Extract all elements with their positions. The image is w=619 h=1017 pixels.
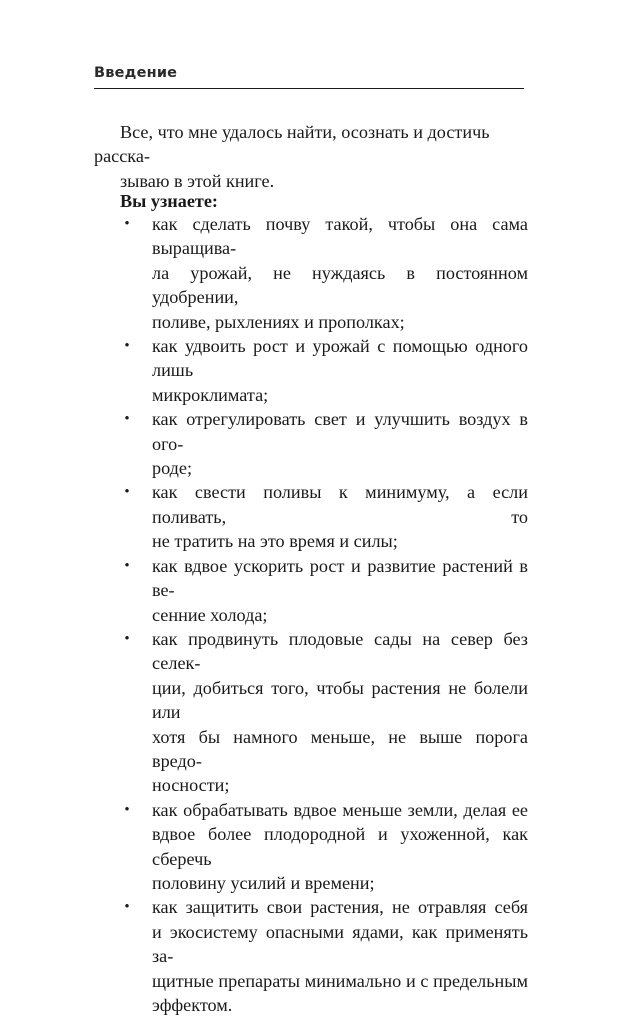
list-item	[94, 334, 528, 407]
intro-line: Все, что мне удалось найти, осознать и достичь расска-	[94, 122, 490, 167]
list-item	[94, 480, 528, 553]
list-item	[94, 627, 528, 798]
list-item-line: как свести поливы к минимуму, а если поливать, то	[152, 482, 528, 527]
list-item-line: хотя бы намного меньше, не выше порога вредо-	[152, 726, 528, 771]
list-item-line: вдвое более плодородной и ухоженной, как сберечь	[152, 824, 528, 869]
bullet-marker: •	[124, 801, 130, 818]
list-item-line: как удвоить рост и урожай с помощью одного лишь	[152, 336, 528, 381]
list-item	[94, 554, 528, 627]
list-item-line: ции, добиться того, чтобы растения не болели или	[152, 677, 528, 723]
bullet-marker: •	[124, 899, 130, 916]
list-item-line: щитные препараты минимально и с предельным	[152, 970, 528, 991]
running-head: Введение	[94, 62, 524, 89]
list-item	[94, 798, 528, 896]
bullet-marker: •	[124, 216, 130, 232]
list-item-line: как отрегулировать свет и улучшить воздух в ого-	[152, 409, 528, 454]
bullet-marker: •	[124, 630, 130, 647]
list-item	[94, 895, 528, 1017]
list-item-line: как продвинуть плодовые сады на север без селек-	[152, 628, 528, 674]
list-item-line: сенние холода;	[152, 604, 268, 625]
list-item-line: как сделать почву такой, чтобы она сама выращива-	[152, 214, 528, 259]
bullet-marker: •	[124, 338, 130, 355]
bullet-marker: •	[124, 557, 130, 574]
list-item-line: роде;	[152, 458, 193, 479]
list-item-line: как защитить свои растения, не отравляя себя	[152, 897, 528, 918]
list-item-line: микроклимата;	[152, 384, 269, 405]
list-item-line: половину усилий и времени;	[152, 872, 375, 893]
list-item	[94, 212, 528, 334]
subheading: Вы узнаете:	[120, 191, 218, 211]
list-item-line: не тратить на это время и силы;	[152, 531, 398, 552]
intro-line: зываю в этой книге.	[120, 170, 275, 191]
list-item-line: ла урожай, не нуждаясь в постоянном удобрении,	[152, 262, 528, 308]
list-item-line: как вдвое ускорить рост и развитие растений в ве-	[152, 555, 528, 601]
list-item-line: поливе, рыхлениях и прополках;	[152, 311, 405, 332]
list-item-line: эффектом.	[152, 995, 233, 1015]
bullet-list	[94, 212, 528, 1017]
list-item	[94, 407, 528, 480]
bullet-marker: •	[124, 484, 130, 501]
list-item-line: носности;	[152, 775, 230, 796]
list-item-line: как обрабатывать вдвое меньше земли, делая ее	[152, 799, 528, 820]
intro-paragraph	[94, 120, 526, 193]
list-item-line: и экосистему опасными ядами, как применять за-	[152, 921, 528, 967]
bullet-marker: •	[124, 411, 130, 428]
